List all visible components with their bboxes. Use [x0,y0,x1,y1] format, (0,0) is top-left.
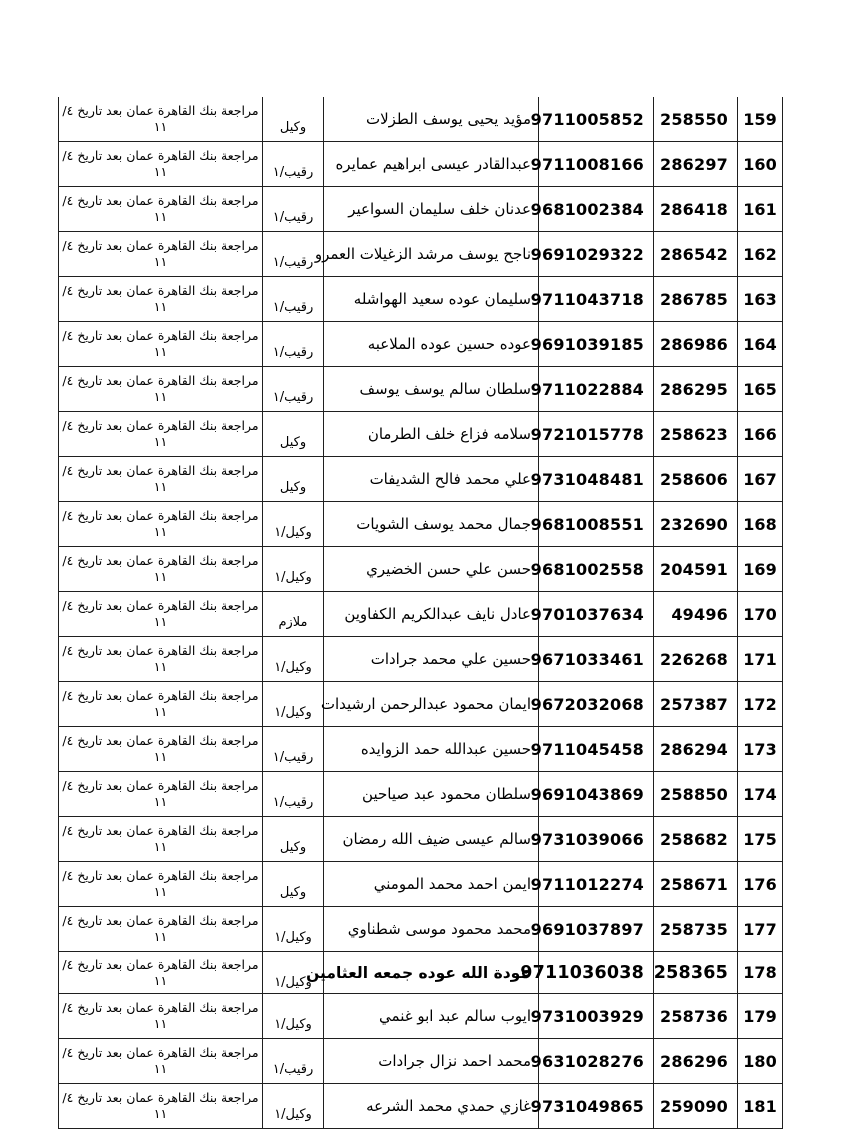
cell-name: عودة الله عوده جمعه العثامين [324,952,539,994]
cell-note [59,457,263,502]
cell-row-number: 164 [738,322,783,367]
note-line1: مراجعة بنك القاهرة عمان بعد تاريخ ٤/ [62,418,259,433]
cell-row-number: 167 [738,457,783,502]
table-row [59,592,783,637]
cell-name: سالم عيسى ضيف الله رمضان [324,817,539,862]
note-line2: ١١ [153,1016,168,1031]
cell-name: غازي حمدي محمد الشرعه [324,1084,539,1129]
cell-row-number: 161 [738,187,783,232]
note-line2: ١١ [153,1106,168,1121]
note-line2: ١١ [153,884,168,899]
cell-national-number: 9672032068 [539,682,654,727]
cell-row-number: 177 [738,907,783,952]
cell-national-number: 9691043869 [539,772,654,817]
cell-id-number: 258606 [654,457,738,502]
cell-name: عبدالقادر عيسى ابراهيم عمايره [324,142,539,187]
cell-national-number: 9681002384 [539,187,654,232]
cell-national-number: 9691029322 [539,232,654,277]
cell-national-number: 9691039185 [539,322,654,367]
cell-id-number: 226268 [654,637,738,682]
note-line2: ١١ [153,929,168,944]
table-row [59,862,783,907]
cell-row-number: 181 [738,1084,783,1129]
cell-rank: رقيب/١ [263,232,324,277]
cell-row-number: 159 [738,97,783,142]
table-row [59,907,783,952]
cell-note [59,772,263,817]
cell-row-number: 176 [738,862,783,907]
cell-note [59,994,263,1039]
note-line2: ١١ [153,704,168,719]
cell-note [59,862,263,907]
cell-id-number: 286986 [654,322,738,367]
table-row [59,187,783,232]
cell-rank: رقيب/١ [263,367,324,412]
cell-rank: رقيب/١ [263,142,324,187]
cell-name: عادل نايف عبدالكريم الكفاوين [324,592,539,637]
note-line2: ١١ [153,119,168,134]
cell-row-number: 179 [738,994,783,1039]
note-line1: مراجعة بنك القاهرة عمان بعد تاريخ ٤/ [62,508,259,523]
cell-national-number: 9711043718 [539,277,654,322]
note-line1: مراجعة بنك القاهرة عمان بعد تاريخ ٤/ [62,778,259,793]
cell-id-number: 232690 [654,502,738,547]
note-line2: ١١ [153,434,168,449]
cell-row-number: 171 [738,637,783,682]
cell-rank: ملازم [263,592,324,637]
table-row [59,637,783,682]
cell-national-number: 9701037634 [539,592,654,637]
table-row [59,817,783,862]
note-line2: ١١ [153,344,168,359]
cell-id-number: 49496 [654,592,738,637]
cell-row-number: 175 [738,817,783,862]
cell-note [59,232,263,277]
cell-national-number: 9681008551 [539,502,654,547]
table-row [59,367,783,412]
table-row [59,412,783,457]
note-line1: مراجعة بنك القاهرة عمان بعد تاريخ ٤/ [62,283,259,298]
cell-id-number: 258682 [654,817,738,862]
cell-row-number: 168 [738,502,783,547]
note-line2: ١١ [153,254,168,269]
cell-note [59,367,263,412]
table-row [59,547,783,592]
cell-national-number: 9711012274 [539,862,654,907]
cell-name: حسين عبدالله حمد الزوايده [324,727,539,772]
note-line1: مراجعة بنك القاهرة عمان بعد تاريخ ٤/ [62,868,259,883]
cell-rank: رقيب/١ [263,187,324,232]
cell-name: سلطان سالم يوسف يوسف [324,367,539,412]
cell-row-number: 162 [738,232,783,277]
cell-rank: وكيل/١ [263,994,324,1039]
cell-name: عوده حسين عوده الملاعبه [324,322,539,367]
note-line2: ١١ [153,299,168,314]
cell-note [59,1039,263,1084]
cell-note [59,952,263,994]
cell-row-number: 160 [738,142,783,187]
note-line1: مراجعة بنك القاهرة عمان بعد تاريخ ٤/ [62,328,259,343]
cell-row-number: 180 [738,1039,783,1084]
cell-row-number: 172 [738,682,783,727]
cell-id-number: 286297 [654,142,738,187]
note-line1: مراجعة بنك القاهرة عمان بعد تاريخ ٤/ [62,373,259,388]
cell-note [59,502,263,547]
cell-id-number: 258365 [654,952,738,994]
cell-id-number: 286542 [654,232,738,277]
cell-name: علي محمد فالح الشديفات [324,457,539,502]
cell-national-number: 9711008166 [539,142,654,187]
cell-id-number: 259090 [654,1084,738,1129]
cell-rank: رقيب/١ [263,277,324,322]
table-row [59,772,783,817]
cell-note [59,592,263,637]
note-line1: مراجعة بنك القاهرة عمان بعد تاريخ ٤/ [62,148,259,163]
note-line1: مراجعة بنك القاهرة عمان بعد تاريخ ٤/ [62,1045,259,1060]
cell-row-number: 166 [738,412,783,457]
cell-rank: وكيل [263,817,324,862]
note-line2: ١١ [153,614,168,629]
cell-note [59,97,263,142]
note-line2: ١١ [153,569,168,584]
cell-id-number: 257387 [654,682,738,727]
cell-note [59,277,263,322]
cell-id-number: 286296 [654,1039,738,1084]
table-row [59,1084,783,1129]
cell-name: جمال محمد يوسف الشويات [324,502,539,547]
cell-note [59,322,263,367]
cell-note [59,547,263,592]
cell-national-number: 9731039066 [539,817,654,862]
note-line1: مراجعة بنك القاهرة عمان بعد تاريخ ٤/ [62,238,259,253]
note-line1: مراجعة بنك القاهرة عمان بعد تاريخ ٤/ [62,823,259,838]
note-line2: ١١ [153,164,168,179]
cell-name: مؤيد يحيى يوسف الطزلات [324,97,539,142]
note-line1: مراجعة بنك القاهرة عمان بعد تاريخ ٤/ [62,103,259,118]
cell-national-number: 9731048481 [539,457,654,502]
cell-note [59,817,263,862]
note-line2: ١١ [153,389,168,404]
personnel-table [58,97,783,1129]
cell-national-number: 9721015778 [539,412,654,457]
cell-national-number: 9631028276 [539,1039,654,1084]
cell-rank: رقيب/١ [263,727,324,772]
note-line1: مراجعة بنك القاهرة عمان بعد تاريخ ٤/ [62,956,259,972]
note-line2: ١١ [153,794,168,809]
cell-id-number: 258623 [654,412,738,457]
cell-note [59,727,263,772]
cell-row-number: 178 [738,952,783,994]
cell-note [59,412,263,457]
cell-rank: وكيل/١ [263,1084,324,1129]
cell-rank: وكيل/١ [263,547,324,592]
cell-row-number: 163 [738,277,783,322]
cell-name: سلامه فزاع خلف الطرمان [324,412,539,457]
cell-id-number: 258736 [654,994,738,1039]
cell-name: ايمن احمد محمد المومني [324,862,539,907]
table-row [59,727,783,772]
cell-national-number: 9711036038 [539,952,654,994]
note-line1: مراجعة بنك القاهرة عمان بعد تاريخ ٤/ [62,913,259,928]
cell-national-number: 9731049865 [539,1084,654,1129]
cell-national-number: 9731003929 [539,994,654,1039]
cell-row-number: 170 [738,592,783,637]
note-line1: مراجعة بنك القاهرة عمان بعد تاريخ ٤/ [62,193,259,208]
cell-row-number: 169 [738,547,783,592]
cell-rank: وكيل/١ [263,907,324,952]
cell-name: ايمان محمود عبدالرحمن ارشيدات [324,682,539,727]
cell-rank: رقيب/١ [263,1039,324,1084]
note-line2: ١١ [153,972,168,988]
cell-id-number: 258735 [654,907,738,952]
note-line2: ١١ [153,1061,168,1076]
cell-id-number: 286295 [654,367,738,412]
cell-id-number: 258550 [654,97,738,142]
table-row [59,952,783,994]
cell-note [59,1084,263,1129]
note-line2: ١١ [153,209,168,224]
cell-rank: رقيب/١ [263,322,324,367]
table-row [59,1039,783,1084]
cell-rank: وكيل/١ [263,637,324,682]
note-line1: مراجعة بنك القاهرة عمان بعد تاريخ ٤/ [62,1000,259,1015]
cell-name: سليمان عوده سعيد الهواشله [324,277,539,322]
cell-name: ناجح يوسف مرشد الزغيلات العمرو [324,232,539,277]
cell-id-number: 286418 [654,187,738,232]
cell-national-number: 9711045458 [539,727,654,772]
cell-note [59,682,263,727]
table-row [59,502,783,547]
cell-name: ايوب سالم عبد ابو غنمي [324,994,539,1039]
table-row [59,232,783,277]
note-line1: مراجعة بنك القاهرة عمان بعد تاريخ ٤/ [62,553,259,568]
note-line1: مراجعة بنك القاهرة عمان بعد تاريخ ٤/ [62,1090,259,1105]
note-line2: ١١ [153,839,168,854]
note-line1: مراجعة بنك القاهرة عمان بعد تاريخ ٤/ [62,598,259,613]
note-line2: ١١ [153,659,168,674]
note-line2: ١١ [153,524,168,539]
cell-name: محمد محمود موسى شطناوي [324,907,539,952]
cell-note [59,907,263,952]
cell-note [59,142,263,187]
cell-national-number: 9671033461 [539,637,654,682]
cell-row-number: 165 [738,367,783,412]
table-body [59,97,783,1129]
cell-rank: رقيب/١ [263,772,324,817]
note-line2: ١١ [153,749,168,764]
cell-row-number: 174 [738,772,783,817]
table-row [59,322,783,367]
cell-rank: وكيل/١ [263,682,324,727]
cell-rank: وكيل [263,862,324,907]
table-row [59,142,783,187]
cell-row-number: 173 [738,727,783,772]
cell-rank: وكيل [263,457,324,502]
cell-name: محمد احمد نزال جرادات [324,1039,539,1084]
cell-note [59,187,263,232]
cell-name: حسن علي حسن الخضيري [324,547,539,592]
cell-id-number: 204591 [654,547,738,592]
cell-id-number: 258850 [654,772,738,817]
cell-national-number: 9711022884 [539,367,654,412]
cell-rank: وكيل/١ [263,952,324,994]
cell-name: عدنان خلف سليمان السواعير [324,187,539,232]
table-row [59,277,783,322]
cell-rank: وكيل [263,97,324,142]
table-row [59,994,783,1039]
note-line1: مراجعة بنك القاهرة عمان بعد تاريخ ٤/ [62,463,259,478]
table-row [59,457,783,502]
cell-rank: وكيل/١ [263,502,324,547]
table-row [59,97,783,142]
cell-id-number: 286294 [654,727,738,772]
cell-national-number: 9711005852 [539,97,654,142]
cell-id-number: 286785 [654,277,738,322]
cell-id-number: 258671 [654,862,738,907]
cell-national-number: 9691037897 [539,907,654,952]
cell-note [59,637,263,682]
cell-national-number: 9681002558 [539,547,654,592]
note-line1: مراجعة بنك القاهرة عمان بعد تاريخ ٤/ [62,733,259,748]
table-row [59,682,783,727]
cell-rank: وكيل [263,412,324,457]
cell-name: حسين علي محمد جرادات [324,637,539,682]
note-line2: ١١ [153,479,168,494]
note-line1: مراجعة بنك القاهرة عمان بعد تاريخ ٤/ [62,688,259,703]
note-line1: مراجعة بنك القاهرة عمان بعد تاريخ ٤/ [62,643,259,658]
cell-name: سلطان محمود عبد صياحين [324,772,539,817]
